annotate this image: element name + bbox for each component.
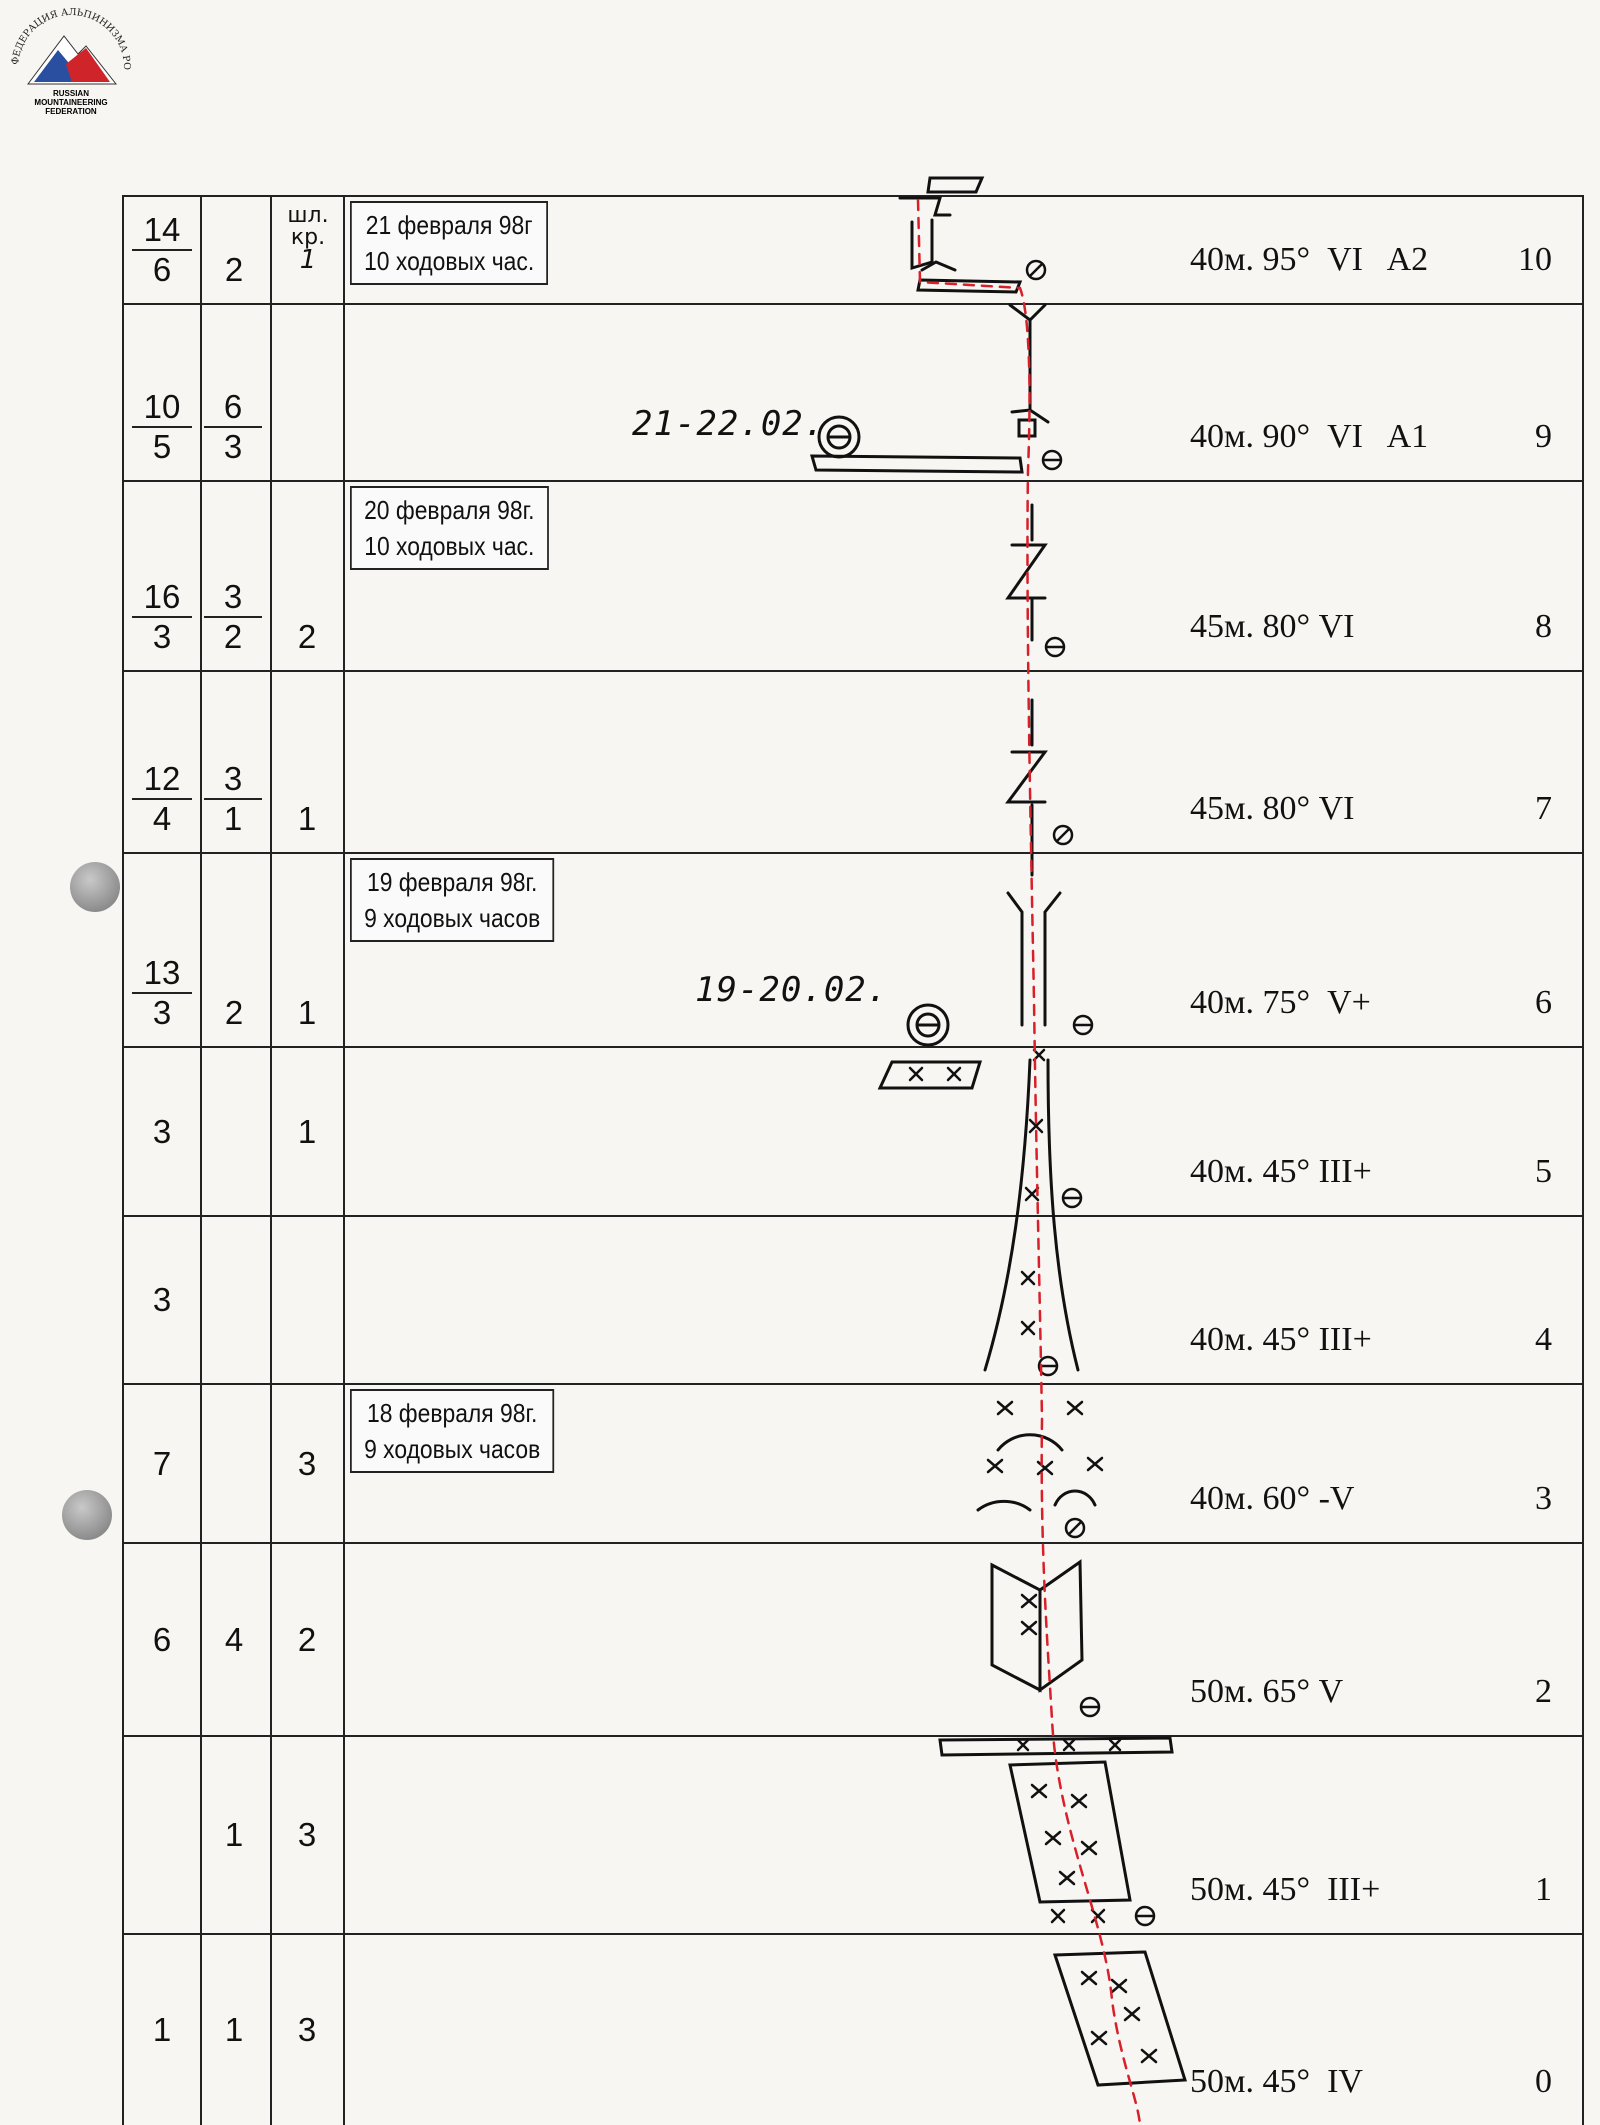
fraction-denominator: 3	[152, 618, 172, 655]
fraction-denominator: 5	[152, 428, 172, 465]
date-line: 10 ходовых час.	[364, 246, 535, 276]
pitch-number: 1	[1535, 1871, 1552, 1908]
slab-feature	[1055, 1952, 1185, 2085]
col3-value: 3	[297, 2011, 317, 2048]
pitch-number: 6	[1535, 984, 1552, 1021]
col1-value: 1	[152, 2011, 172, 2048]
dihedral-feature	[992, 1562, 1082, 1690]
col3-value: 1	[297, 1112, 317, 1150]
zigzag-feature	[1008, 700, 1045, 875]
col3-value: 2	[297, 618, 317, 655]
col2-value: 1	[224, 1816, 244, 1853]
col1-value: 6	[152, 1620, 172, 1658]
fraction-numerator: 14	[132, 211, 192, 251]
pitch-description: 40м. 45° III+	[1190, 1153, 1372, 1190]
fraction-denominator: 6	[152, 251, 172, 288]
pitch-description: 45м. 80° VI	[1190, 790, 1355, 827]
col2-value: 2	[224, 994, 244, 1031]
logo-line-2: MOUNTAINEERING	[34, 98, 108, 107]
fraction-denominator: 3	[152, 994, 172, 1031]
pitch-number: 10	[1518, 241, 1552, 278]
date-line: 21 февраля 98г	[365, 210, 533, 240]
pitch-description: 40м. 90° VI A1	[1190, 418, 1429, 455]
pitch-description: 40м. 75° V+	[1190, 984, 1371, 1021]
col3-value: 1	[297, 800, 317, 837]
crack-feature	[812, 305, 1048, 472]
pitch-number: 4	[1535, 1321, 1552, 1358]
fraction-denominator: 3	[223, 428, 243, 465]
pitch-description: 45м. 80° VI	[1190, 608, 1355, 645]
fraction-denominator: 1	[223, 800, 243, 837]
date-line: 9 ходовых часов	[364, 903, 541, 933]
fraction-numerator: 3	[204, 578, 262, 618]
fraction-numerator: 3	[204, 760, 262, 800]
col3-value: 3	[297, 1816, 317, 1853]
pitch-description: 50м. 45° IV	[1190, 2063, 1363, 2100]
col2-value: 2	[224, 251, 244, 288]
col2-value: 4	[224, 1620, 244, 1658]
pitch-description: 40м. 95° VI A2	[1190, 241, 1429, 278]
date-line: 20 февраля 98г.	[364, 495, 535, 525]
pitch-number: 5	[1535, 1153, 1552, 1190]
col3-value: 2	[297, 1620, 317, 1658]
header-shl-kr: шл. кр. 1	[287, 203, 329, 275]
col3-value: 3	[297, 1444, 317, 1482]
belay-symbols	[1027, 261, 1154, 1925]
date-line: 18 февраля 98г.	[366, 1398, 538, 1428]
pitch-description: 40м. 60° -V	[1190, 1480, 1355, 1517]
pitch-number: 2	[1535, 1673, 1552, 1710]
date-line: 19 февраля 98г.	[366, 867, 538, 897]
bivouac-date-label: 21-22.02.	[632, 404, 826, 444]
col2-value: 1	[224, 2011, 244, 2048]
pitch-description: 50м. 45° III+	[1190, 1871, 1381, 1908]
pitch-number: 3	[1535, 1480, 1552, 1517]
pitch-number: 9	[1535, 418, 1552, 455]
pitch-number: 0	[1535, 2063, 1552, 2100]
pitch-description: 50м. 65° V	[1190, 1673, 1344, 1710]
pitch-description: 40м. 45° III+	[1190, 1321, 1372, 1358]
col1-value: 3	[152, 1281, 172, 1318]
col1-value: 3	[152, 1112, 172, 1150]
col3-value: 1	[297, 994, 317, 1031]
date-line: 10 ходовых час.	[364, 531, 535, 561]
x-marks	[910, 1050, 1156, 2062]
roof-feature	[900, 178, 1020, 292]
fraction-numerator: 10	[132, 388, 192, 428]
date-line: 9 ходовых часов	[364, 1434, 541, 1464]
fraction-numerator: 6	[204, 388, 262, 428]
fraction-numerator: 12	[132, 760, 192, 800]
pitch-number: 7	[1535, 790, 1552, 827]
col1-value: 7	[152, 1444, 172, 1482]
bivouac-symbols	[819, 417, 948, 1045]
logo-line-3: FEDERATION	[45, 107, 97, 116]
fraction-denominator: 2	[223, 618, 243, 655]
fraction-numerator: 13	[132, 954, 192, 994]
pitch-number: 8	[1535, 608, 1552, 645]
bivouac-date-label: 19-20.02.	[695, 970, 889, 1010]
logo-arc-text: ФЕДЕРАЦИЯ АЛЬПИНИЗМА РО	[10, 6, 133, 71]
route-line	[918, 200, 1140, 2125]
logo-line-1: RUSSIAN	[52, 89, 90, 98]
fraction-numerator: 16	[132, 578, 192, 618]
arc-features	[978, 1435, 1095, 1510]
fraction-denominator: 4	[152, 800, 172, 837]
